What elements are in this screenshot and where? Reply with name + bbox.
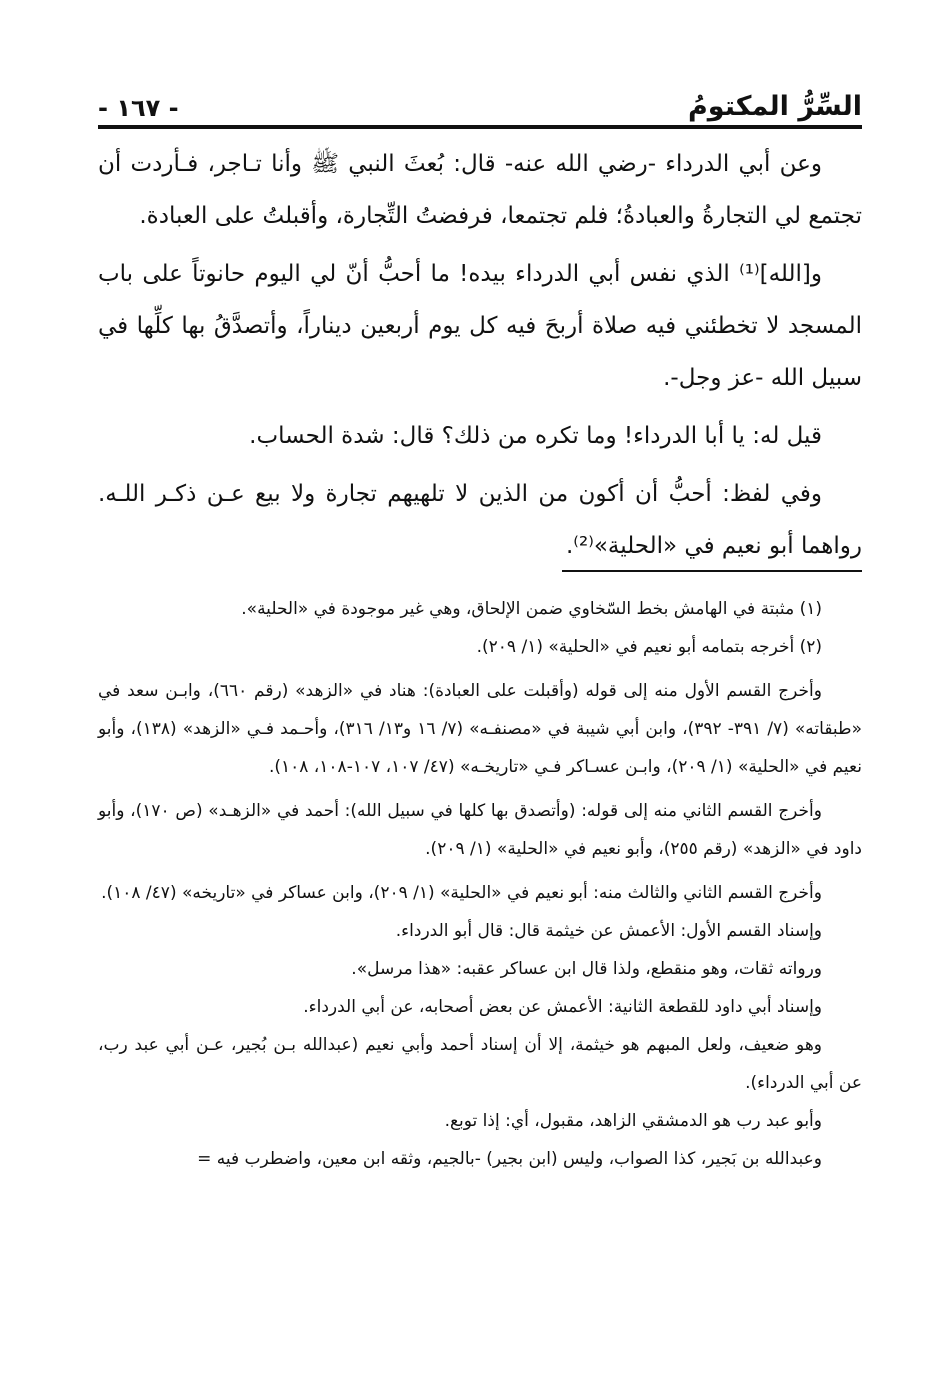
page-number: - ١٦٧ - — [98, 94, 179, 122]
main-paragraph: و[الله]⁽¹⁾ الذي نفس أبي الدرداء بيده! ما أحبُّ أنّ لي اليوم حانوتاً على باب المسجد لا تخطئني فيه صلاة أربحَ فيه كل يوم أربعين ديناراً، وأتصدَّقُ بها كلِّها في سبيل الله -عز وجل-. — [98, 261, 862, 391]
main-paragraph: وفي لفظ: أحبُّ أن أكون من الذين لا تلهيهم تجارة ولا بيع عـن ذكـر اللـه. رواهما أبو نعيم في «الحلية»⁽²⁾. — [98, 481, 862, 559]
main-text — [98, 138, 862, 572]
note-paragraph: ورواته ثقات، وهو منقطع، ولذا قال ابن عساكر عقبه: «هذا مرسل». — [351, 959, 822, 979]
footnote: (١) مثبتة في الهامش بخط السّخاوي ضمن الإلحاق، وهي غير موجودة في «الحلية». — [241, 599, 822, 619]
footnote: (٢) أخرجه بتمامه أبو نعيم في «الحلية» (١/ ٢٠٩). — [476, 637, 822, 657]
note-paragraph: وإسناد القسم الأول: الأعمش عن خيثمة قال: قال أبو الدرداء. — [395, 921, 822, 941]
note-paragraph: وأخرج القسم الثاني والثالث منه: أبو نعيم في «الحلية» (١/ ٢٠٩)، وابن عساكر في «تاريخه» (٤٧/ ١٠٨). — [101, 883, 822, 903]
note-paragraph: وأخرج القسم الأول منه إلى قوله (وأقبلت على العبادة): هناد في «الزهد» (رقم ٦٦٠)، وابـن سعد في «طبقاته» (٧/ ٣٩١- ٣٩٢)، وابن أبي شيبة في «مصنفـه» (٧/ ١٦ و١٣/ ٣١٦)، وأحـمد فـي «الزهد» (١٣٨)، وأبو نعيم في «الحلية» (١/ ٢٠٩)، وابـن عسـاكر فـي «تاريخـه» (٤٧/ ١٠٧، ١٠٧-١٠٨، ١٠٨). — [98, 681, 862, 777]
main-paragraph: وعن أبي الدرداء -رضي الله عنه- قال: بُعثَ النبي ﷺ وأنا تـاجر، فـأردت أن تجتمع لي التجارةُ والعبادةُ؛ فلم تجتمعا، فرفضتُ التِّجارة، وأقبلتُ على العبادة. — [98, 151, 862, 229]
footnotes-section — [98, 590, 862, 1178]
header-rule — [98, 125, 862, 129]
note-paragraph: وإسناد أبي داود للقطعة الثانية: الأعمش عن بعض أصحابه، عن أبي الدرداء. — [303, 997, 822, 1017]
book-title: السِّرُّ المكتومُ — [688, 91, 862, 122]
note-paragraph: وأخرج القسم الثاني منه إلى قوله: (وأتصدق بها كلها في سبيل الله): أحمد في «الزهـد» (ص ١٧٠)، وأبو داود في «الزهد» (رقم ٢٥٥)، وأبو نعيم في «الحلية» (١/ ٢٠٩). — [98, 801, 862, 859]
page-header — [98, 74, 862, 122]
note-paragraph: وأبو عبد رب هو الدمشقي الزاهد، مقبول، أي: إذا توبع. — [444, 1111, 822, 1131]
note-paragraph: وعبدالله بن بَجير، كذا الصواب، وليس (ابن بجير) -بالجيم، وثقه ابن معين، واضطرب فيه = — [197, 1149, 822, 1169]
footnote-separator — [562, 570, 862, 572]
note-paragraph: وهو ضعيف، ولعل المبهم هو خيثمة، إلا أن إسناد أحمد وأبي نعيم (عبدالله بـن بُجير، عـن أبي عبد رب، عن أبي الدرداء). — [98, 1035, 862, 1093]
main-paragraph: قيل له: يا أبا الدرداء! وما تكره من ذلك؟ قال: شدة الحساب. — [249, 423, 822, 449]
